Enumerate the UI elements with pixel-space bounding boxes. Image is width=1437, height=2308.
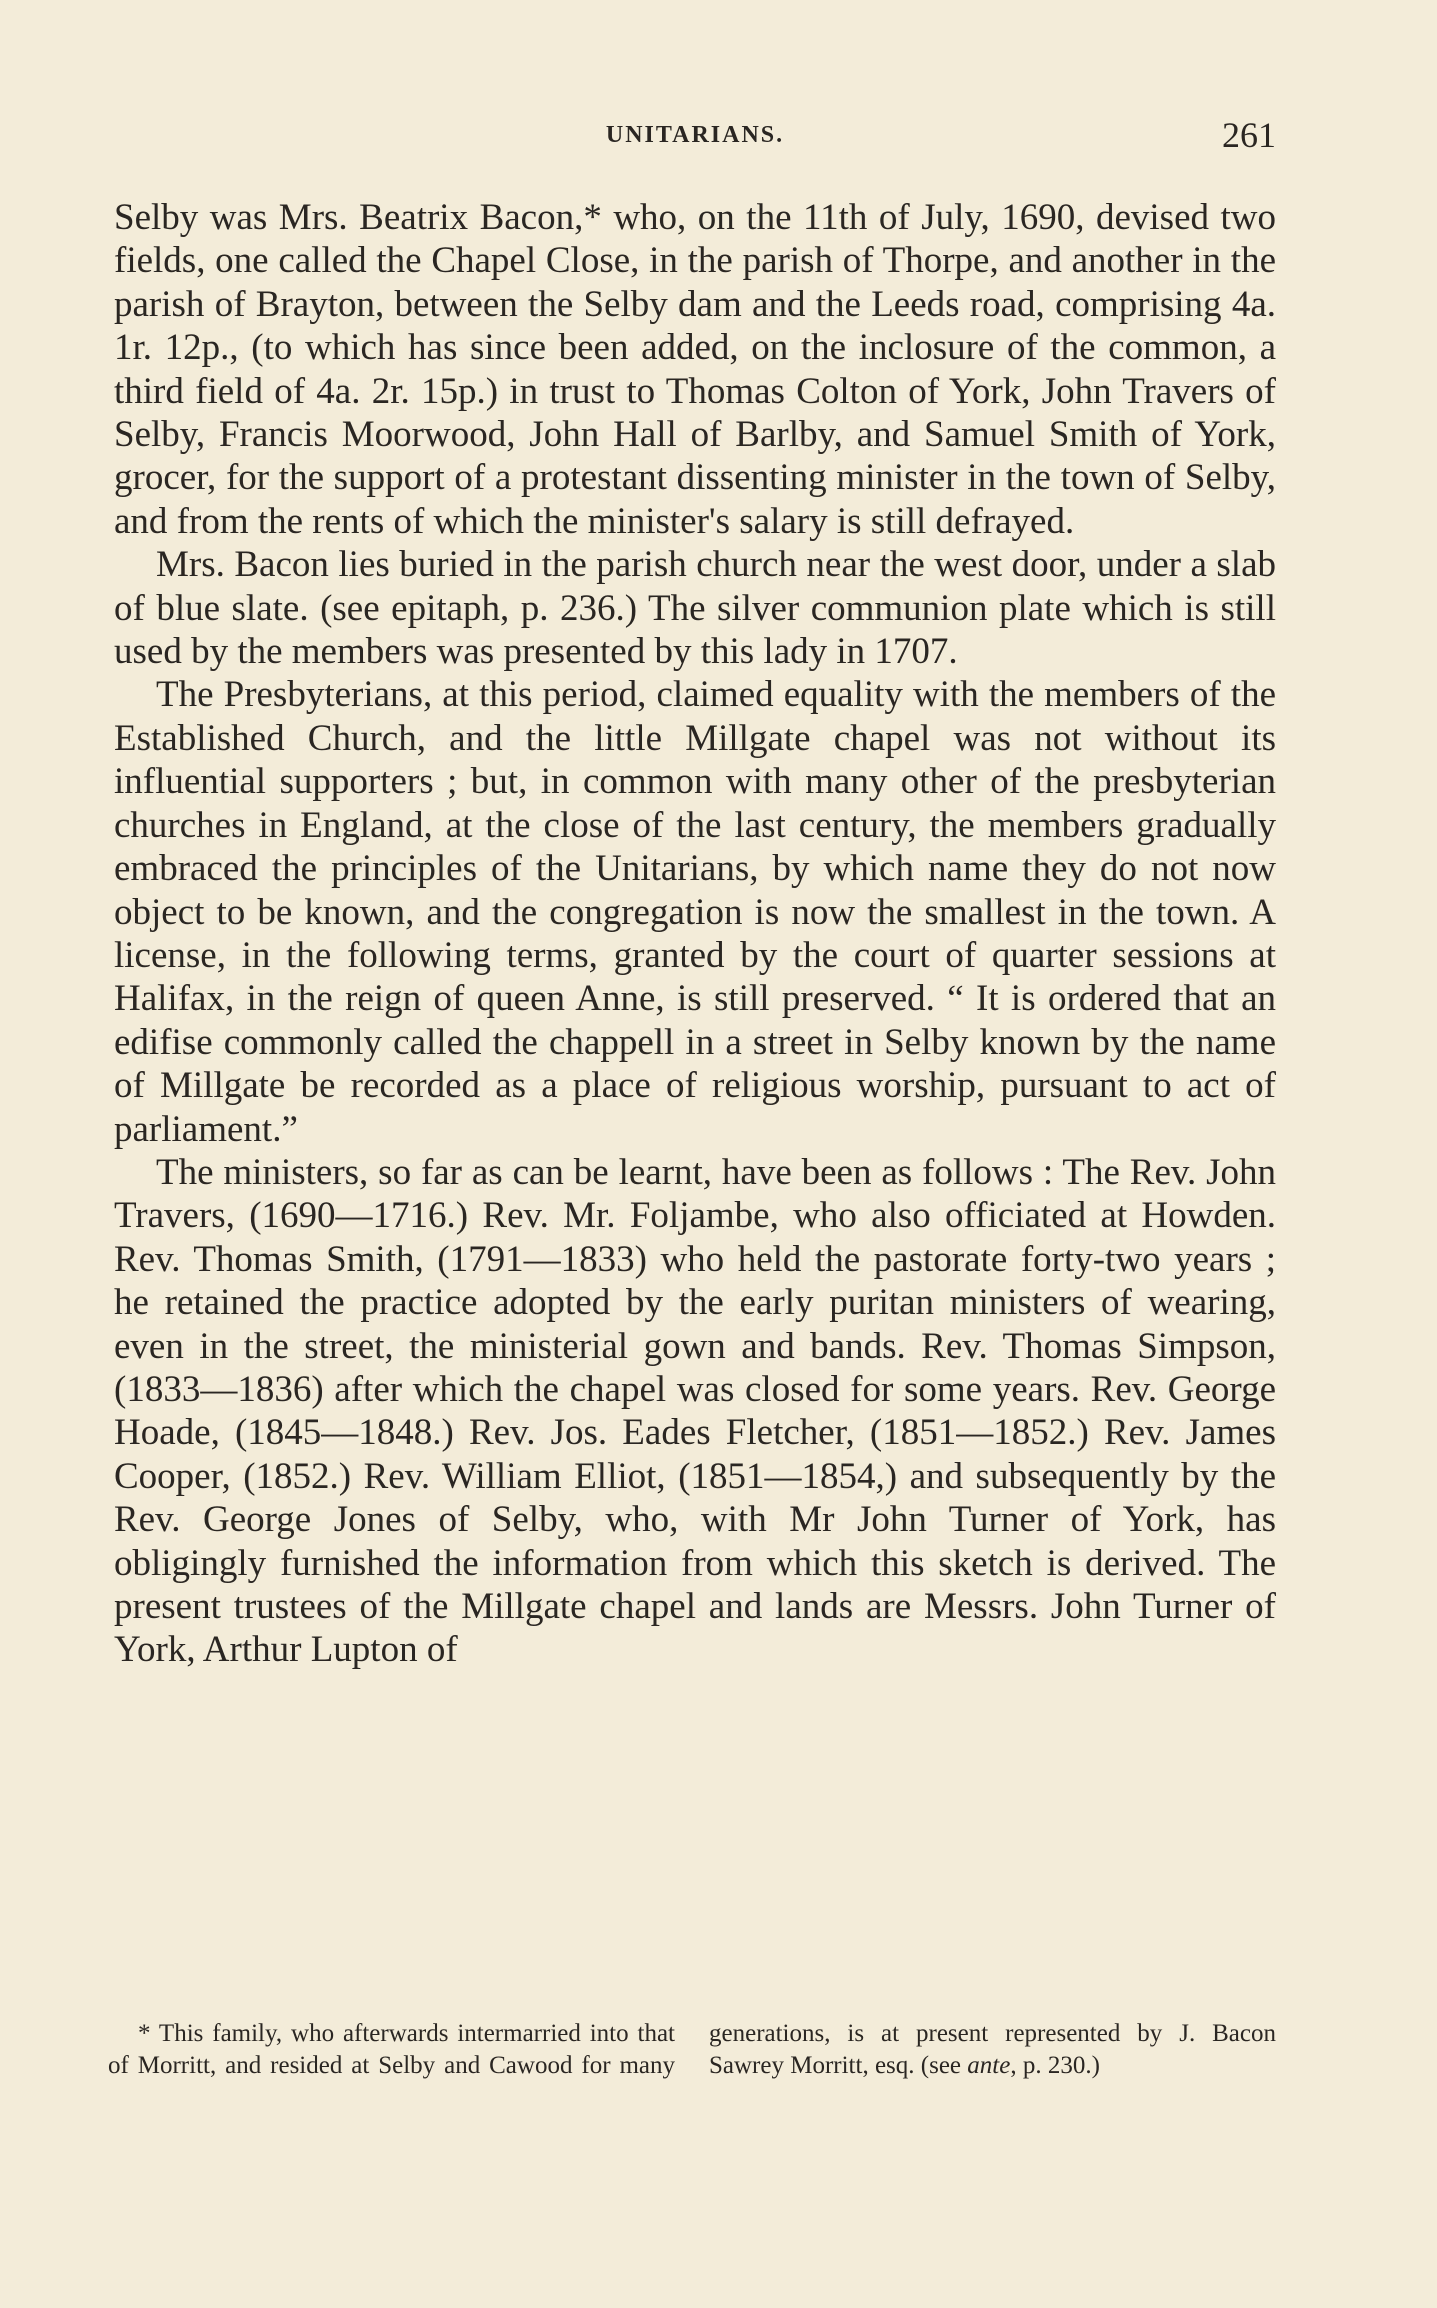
- body-text: [114, 196, 1276, 1672]
- paragraph-3: The Presbyterians, at this period, claimed equality with the members of the Established Church, and the little Millgate chapel was not without its influential supporters ; but, in common with many other of the presbyterian churches in England, at the close of the last century, the members gradually embraced the principles of the Unitarians, by which name they do not now object to be known, and the congregation is now the smallest in the town. A license, in the following terms, granted by the court of quarter sessions at Halifax, in the reign of queen Anne, is still preserved. “ It is ordered that an edifise commonly called the chappell in a street in Selby known by the name of Millgate be recorded as a place of religious worship, pursuant to act of parliament.”: [114, 674, 1276, 1150]
- paragraph-2: Mrs. Bacon lies buried in the parish church near the west door, under a slab of blue slate. (see epitaph, p. 236.) The silver communion plate which is still used by the members was presented by this lady in 1707.: [114, 544, 1276, 673]
- footnote: [108, 2018, 1276, 2082]
- paragraph-4: The ministers, so far as can be learnt, have been as follows : The Rev. John Travers, (1690—1716.) Rev. Mr. Foljambe, who also officiated at Howden. Rev. Thomas Smith, (1791—1833) who held the pastorate forty-two years ; he retained the practice adopted by the early puritan ministers of wearing, even in the street, the ministerial gown and bands. Rev. Thomas Simpson, (1833—1836) after which the chapel was closed for some years. Rev. George Hoade, (1845—1848.) Rev. Jos. Eades Fletcher, (1851—1852.) Rev. James Cooper, (1852.) Rev. William Elliot, (1851—1854,) and subsequently by the Rev. George Jones of Selby, who, with Mr John Turner of York, has obligingly furnished the information from which this sketch is derived. The present trustees of the Millgate chapel and lands are Messrs. John Turner of York, Arthur Lupton of: [114, 1151, 1276, 1671]
- paragraph-1: Selby was Mrs. Beatrix Bacon,* who, on the 11th of July, 1690, devised two fields, one called the Chapel Close, in the parish of Thorpe, and another in the parish of Brayton, between the Selby dam and the Leeds road, comprising 4a. 1r. 12p., (to which has since been added, on the inclosure of the common, a third field of 4a. 2r. 15p.) in trust to Thomas Colton of York, John Travers of Selby, Francis Moorwood, John Hall of Barlby, and Samuel Smith of York, grocer, for the support of a protestant dissenting minister in the town of Selby, and from the rents of which the minister's salary is still defrayed.: [114, 197, 1276, 542]
- footnote-tail: , p. 230.): [1010, 2052, 1100, 2079]
- running-head: [114, 115, 1276, 158]
- page-number: 261: [1222, 115, 1276, 155]
- footnote-main: * This family, who afterwards intermarried into that of Morritt, and resided at Selby and Cawood for many generations, is at present represented by J. Bacon Sawrey Morritt, esq. (see: [108, 2020, 1276, 2079]
- footnote-ante: ante: [967, 2052, 1011, 2079]
- footnote-text: [108, 2018, 1276, 2082]
- running-title: UNITARIANS.: [605, 122, 785, 148]
